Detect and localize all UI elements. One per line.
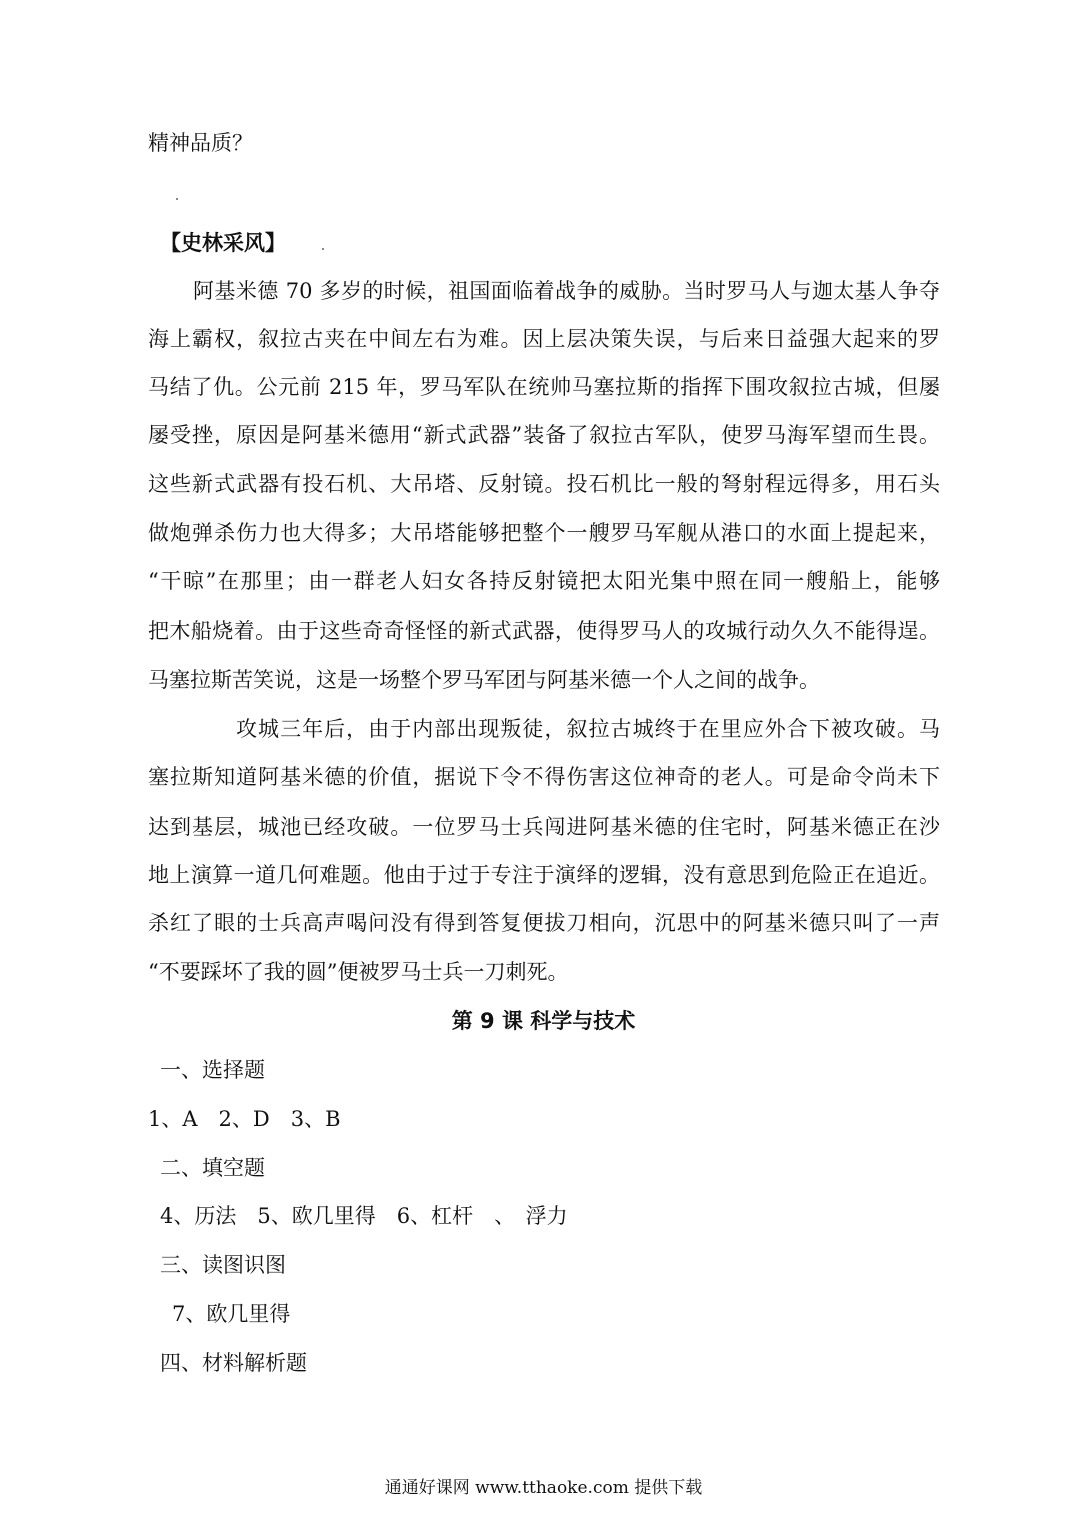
paragraph-line: 屡受挫，原因是阿基米德用“新式武器”装备了叙拉古军队，使罗马海军望而生畏。 [148,423,940,447]
paragraph-line: 攻城三年后，由于内部出现叛徒，叙拉古城终于在里应外合下被攻破。马 [236,717,940,741]
paragraph-line: 塞拉斯知道阿基米德的价值，据说下令不得伤害这位神奇的老人。可是命令尚未下 [148,765,940,789]
page-footer: 通通好课网 www.tthaoke.com 提供下载 [384,1478,703,1498]
paragraph-line: 做炮弹杀伤力也大得多；大吊塔能够把整个一艘罗马军舰从港口的水面上提起来， [148,521,940,545]
paragraph-line: 地上演算一道几何难题。他由于过于专注于演绎的逻辑，没有意思到危险正在追近。 [148,863,940,887]
answer-section-heading: 四、材料解析题 [160,1351,307,1375]
answer-section-heading: 一、选择题 [160,1058,265,1082]
paragraph-line: 达到基层，城池已经攻破。一位罗马士兵闯进阿基米德的住宅时，阿基米德正在沙 [148,815,940,839]
answer-section-heading: 二、填空题 [160,1156,265,1180]
stray-mark [322,248,324,250]
answer-section-heading: 三、读图识图 [160,1253,286,1277]
paragraph-line: “不要踩坏了我的圆”便被罗马士兵一刀刺死。 [148,960,569,984]
paragraph-line: 马结了仇。公元前 215 年，罗马军队在统帅马塞拉斯的指挥下围攻叙拉古城，但屡 [148,375,940,399]
answer-line: 7、欧几里得 [172,1302,291,1326]
paragraph-line: 海上霸权，叙拉古夹在中间左右为难。因上层决策失误，与后来日益强大起来的罗 [148,327,940,351]
lesson-title: 第 9 课 科学与技术 [451,1009,636,1033]
paragraph-line: 杀红了眼的士兵高声喝问没有得到答复便拔刀相向，沉思中的阿基米德只叫了一声 [148,911,940,935]
stray-mark [176,198,178,200]
fragment-text: 精神品质？ [148,131,253,155]
paragraph-line: 把木船烧着。由于这些奇奇怪怪的新式武器，使得罗马人的攻城行动久久不能得逞。 [148,619,940,643]
paragraph-line: 阿基米德 70 多岁的时候，祖国面临着战争的威胁。当时罗马人与迦太基人争夺 [193,279,940,303]
answer-line: 1、A 2、D 3、B [148,1107,341,1131]
paragraph-line: 这些新式武器有投石机、大吊塔、反射镜。投石机比一般的弩射程远得多，用石头 [148,472,940,496]
paragraph-line: “干晾”在那里；由一群老人妇女各持反射镜把太阳光集中照在同一艘船上，能够 [148,569,940,593]
paragraph-line: 马塞拉斯苦笑说，这是一场整个罗马军团与阿基米德一个人之间的战争。 [148,668,820,692]
section-heading: 【史林采风】 [160,231,286,255]
answer-line: 4、历法 5、欧几里得 6、杠杆 、 浮力 [160,1204,568,1228]
